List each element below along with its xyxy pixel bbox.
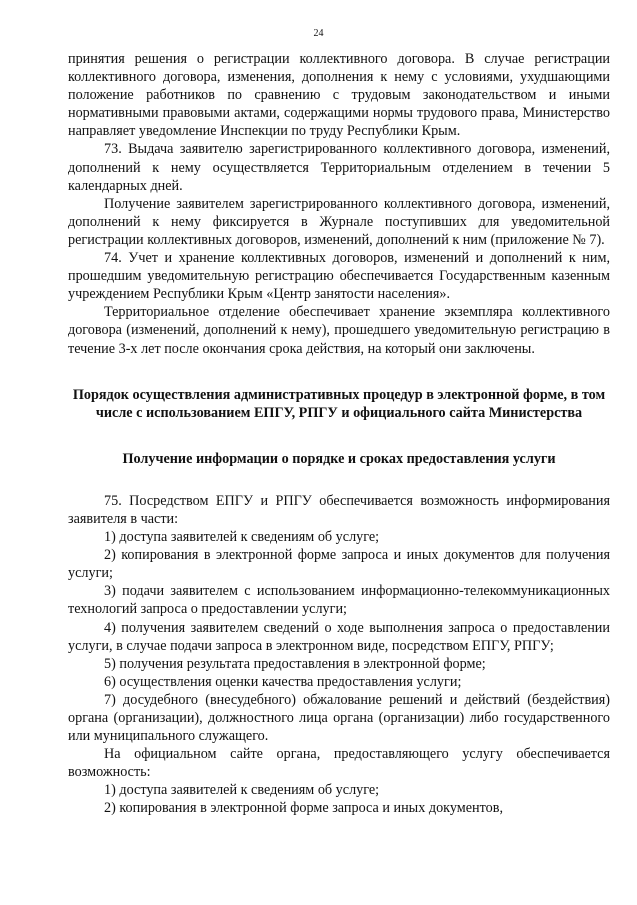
page-body	[68, 50, 610, 818]
list-item: 1) доступа заявителей к сведениям об услуге;	[104, 529, 380, 546]
list-item: 3) подачи заявителем с использованием информационно-телекоммуникационных технологий запроса о предоставлении услуги;	[68, 583, 610, 618]
list-item: 4) получения заявителем сведений о ходе выполнения запроса о предоставлении услуги, в случае подачи запроса в электронном виде, посредством ЕПГУ, РПГУ;	[68, 619, 610, 654]
section-heading: Порядок осуществления административных процедур в электронной форме, в том числе с использованием ЕПГУ, РПГУ и официального сайта Министерства	[72, 386, 606, 421]
list-item: 7) досудебного (внесудебного) обжалование решений и действий (бездействия) органа (организации), должностного лица органа (организации) либо государственного или муниципального служащего.	[68, 691, 610, 745]
list-item: 2) копирования в электронной форме запроса и иных документов для получения услуги;	[68, 547, 610, 582]
list-item: 6) осуществления оценки качества предоставления услуги;	[104, 673, 462, 690]
paragraph-74: 74. Учет и хранение коллективных договоров, изменений и дополнений к ним, прошедшим уведомительную регистрацию обеспечивается Государственным казенным учреждением Республики Крым «Центр занятости населения».	[68, 250, 610, 303]
paragraph-official-site: На официальном сайте органа, предоставляющего услугу обеспечивается возможность:	[68, 746, 610, 781]
page-number: 24	[313, 28, 324, 39]
list-item: 2) копирования в электронной форме запроса и иных документов,	[104, 800, 503, 817]
paragraph-75: 75. Посредством ЕПГУ и РПГУ обеспечивается возможность информирования заявителя в части:	[68, 492, 610, 527]
subsection-heading: Получение информации о порядке и сроках предоставления услуги	[122, 450, 556, 467]
list-item: 1) доступа заявителей к сведениям об услуге;	[104, 782, 380, 799]
paragraph-journal: Получение заявителем зарегистрированного коллективного договора, изменений, дополнений к нему фиксируется в Журнале поступивших для уведомительной регистрации коллективных договоров, изменений, дополнений к ним (приложение № 7).	[68, 195, 610, 248]
paragraph-registration-decision: принятия решения о регистрации коллективного договора. В случае регистрации коллективного договора, изменения, дополнения к нему с условиями, ухудшающими положение работников по сравнению с трудовым законодательством и иными нормативными правовыми актами, содержащими нормы трудового права, Министерство направляет уведомление Инспекции по труду Республики Крым.	[68, 51, 610, 140]
list-item: 5) получения результата предоставления в электронной форме;	[104, 655, 486, 672]
paragraph-73: 73. Выдача заявителю зарегистрированного коллективного договора, изменений, дополнений к нему осуществляется Территориальным отделением в течении 5 календарных дней.	[68, 141, 610, 194]
paragraph-storage: Территориальное отделение обеспечивает хранение экземпляра коллективного договора (изменений, дополнений к нему), прошедшего уведомительную регистрацию в течение 3-х лет после окончания срока действия, на который они заключены.	[68, 304, 610, 357]
